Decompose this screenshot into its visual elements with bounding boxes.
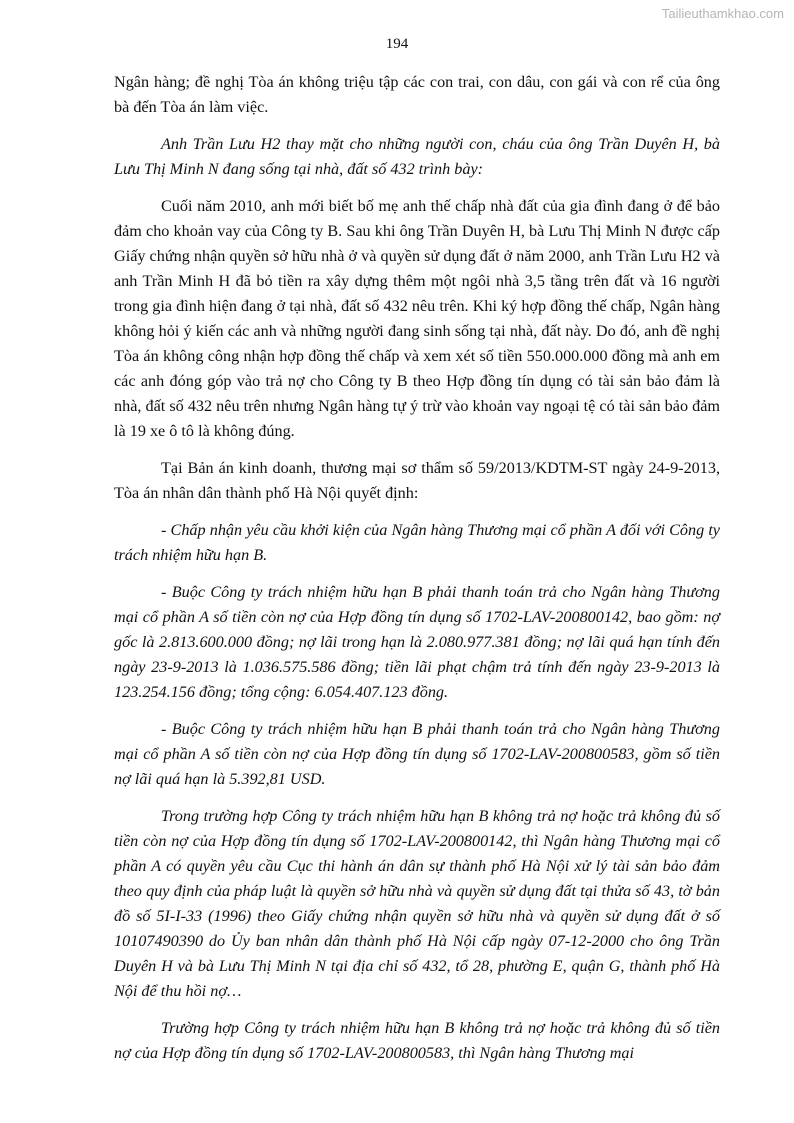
paragraph-decision-2: - Buộc Công ty trách nhiệm hữu hạn B phải thanh toán trả cho Ngân hàng Thương mại cổ phần A số tiền còn nợ của Hợp đồng tín dụng số 1702-LAV-200800142, bao gồm: nợ gốc là 2.813.600.000 đồng; nợ lãi trong hạn là 2.080.977.381 đồng; nợ lãi quá hạn tính đến ngày 23-9-2013 là 1.036.575.586 đồng; tiền lãi phạt chậm trả tính đến ngày 23-9-2013 là 123.254.156 đồng; tổng cộng: 6.054.407.123 đồng. [114, 583, 720, 701]
paragraph-decision-5: Trường hợp Công ty trách nhiệm hữu hạn B không trả nợ hoặc trả không đủ số tiền nợ của Hợp đồng tín dụng số 1702-LAV-200800583, thì Ngân hàng Thương mại [114, 1019, 720, 1062]
paragraph-decision-4: Trong trường hợp Công ty trách nhiệm hữu hạn B không trả nợ hoặc trả không đủ số tiền còn nợ của Hợp đồng tín dụng số 1702-LAV-200800142, thì Ngân hàng Thương mại cổ phần A có quyền yêu cầu Cục thi hành án dân sự thành phố Hà Nội xử lý tài sản bảo đảm theo quy định của pháp luật là quyền sở hữu nhà và quyền sử dụng đất tại thửa số 43, tờ bản đồ số 5I-I-33 (1996) theo Giấy chứng nhận quyền sở hữu nhà và quyền sử dụng đất ở số 10107490390 do Ủy ban nhân dân thành phố Hà Nội cấp ngày 07-12-2000 cho ông Trần Duyên H và bà Lưu Thị Minh N tại địa chỉ số 432, tổ 28, phường E, quận G, thành phố Hà Nội để thu hồi nợ… [114, 807, 720, 1000]
paragraph-decision-3: - Buộc Công ty trách nhiệm hữu hạn B phải thanh toán trả cho Ngân hàng Thương mại cổ phần A số tiền còn nợ của Hợp đồng tín dụng số 1702-LAV-200800583, gồm số tiền nợ lãi quá hạn là 5.392,81 USD. [114, 720, 720, 788]
page-number: 194 [385, 36, 409, 52]
paragraph-decision-1: - Chấp nhận yêu cầu khởi kiện của Ngân hàng Thương mại cổ phần A đối với Công ty trách nhiệm hữu hạn B. [114, 521, 720, 564]
paragraph-judgment-intro: Tại Bản án kinh doanh, thương mại sơ thẩm số 59/2013/KDTM-ST ngày 24-9-2013, Tòa án nhân dân thành phố Hà Nội quyết định: [114, 459, 720, 502]
paragraph-continuation: Ngân hàng; đề nghị Tòa án không triệu tập các con trai, con dâu, con gái và con rể của ông bà đến Tòa án làm việc. [114, 73, 720, 116]
paragraph-statement-body: Cuối năm 2010, anh mới biết bố mẹ anh thế chấp nhà đất của gia đình đang ở để bảo đảm cho khoản vay của Công ty B. Sau khi ông Trần Duyên H, bà Lưu Thị Minh N được cấp Giấy chứng nhận quyền sở hữu nhà ở và quyền sử dụng đất ở năm 2000, anh Trần Lưu H2 và anh Trần Minh H đã bỏ tiền ra xây dựng thêm một ngôi nhà 3,5 tầng trên đất và 16 người trong gia đình hiện đang ở tại nhà, đất số 432 nêu trên. Khi ký hợp đồng thế chấp, Ngân hàng không hỏi ý kiến các anh và những người đang sinh sống tại nhà, đất này. Do đó, anh đề nghị Tòa án không công nhận hợp đồng thế chấp và xem xét số tiền 550.000.000 đồng mà anh em các anh đóng góp vào trả nợ cho Công ty B theo Hợp đồng tín dụng có tài sản bảo đảm là nhà, đất số 432 nêu trên nhưng Ngân hàng tự ý trừ vào khoản vay ngoại tệ có tài sản bảo đảm là 19 xe ô tô là không đúng. [114, 197, 720, 440]
document-body [114, 70, 720, 1078]
paragraph-statement-intro: Anh Trần Lưu H2 thay mặt cho những người con, cháu của ông Trần Duyên H, bà Lưu Thị Minh N đang sống tại nhà, đất số 432 trình bày: [114, 135, 720, 178]
watermark-text: Tailieuthamkhao.com [661, 6, 784, 21]
